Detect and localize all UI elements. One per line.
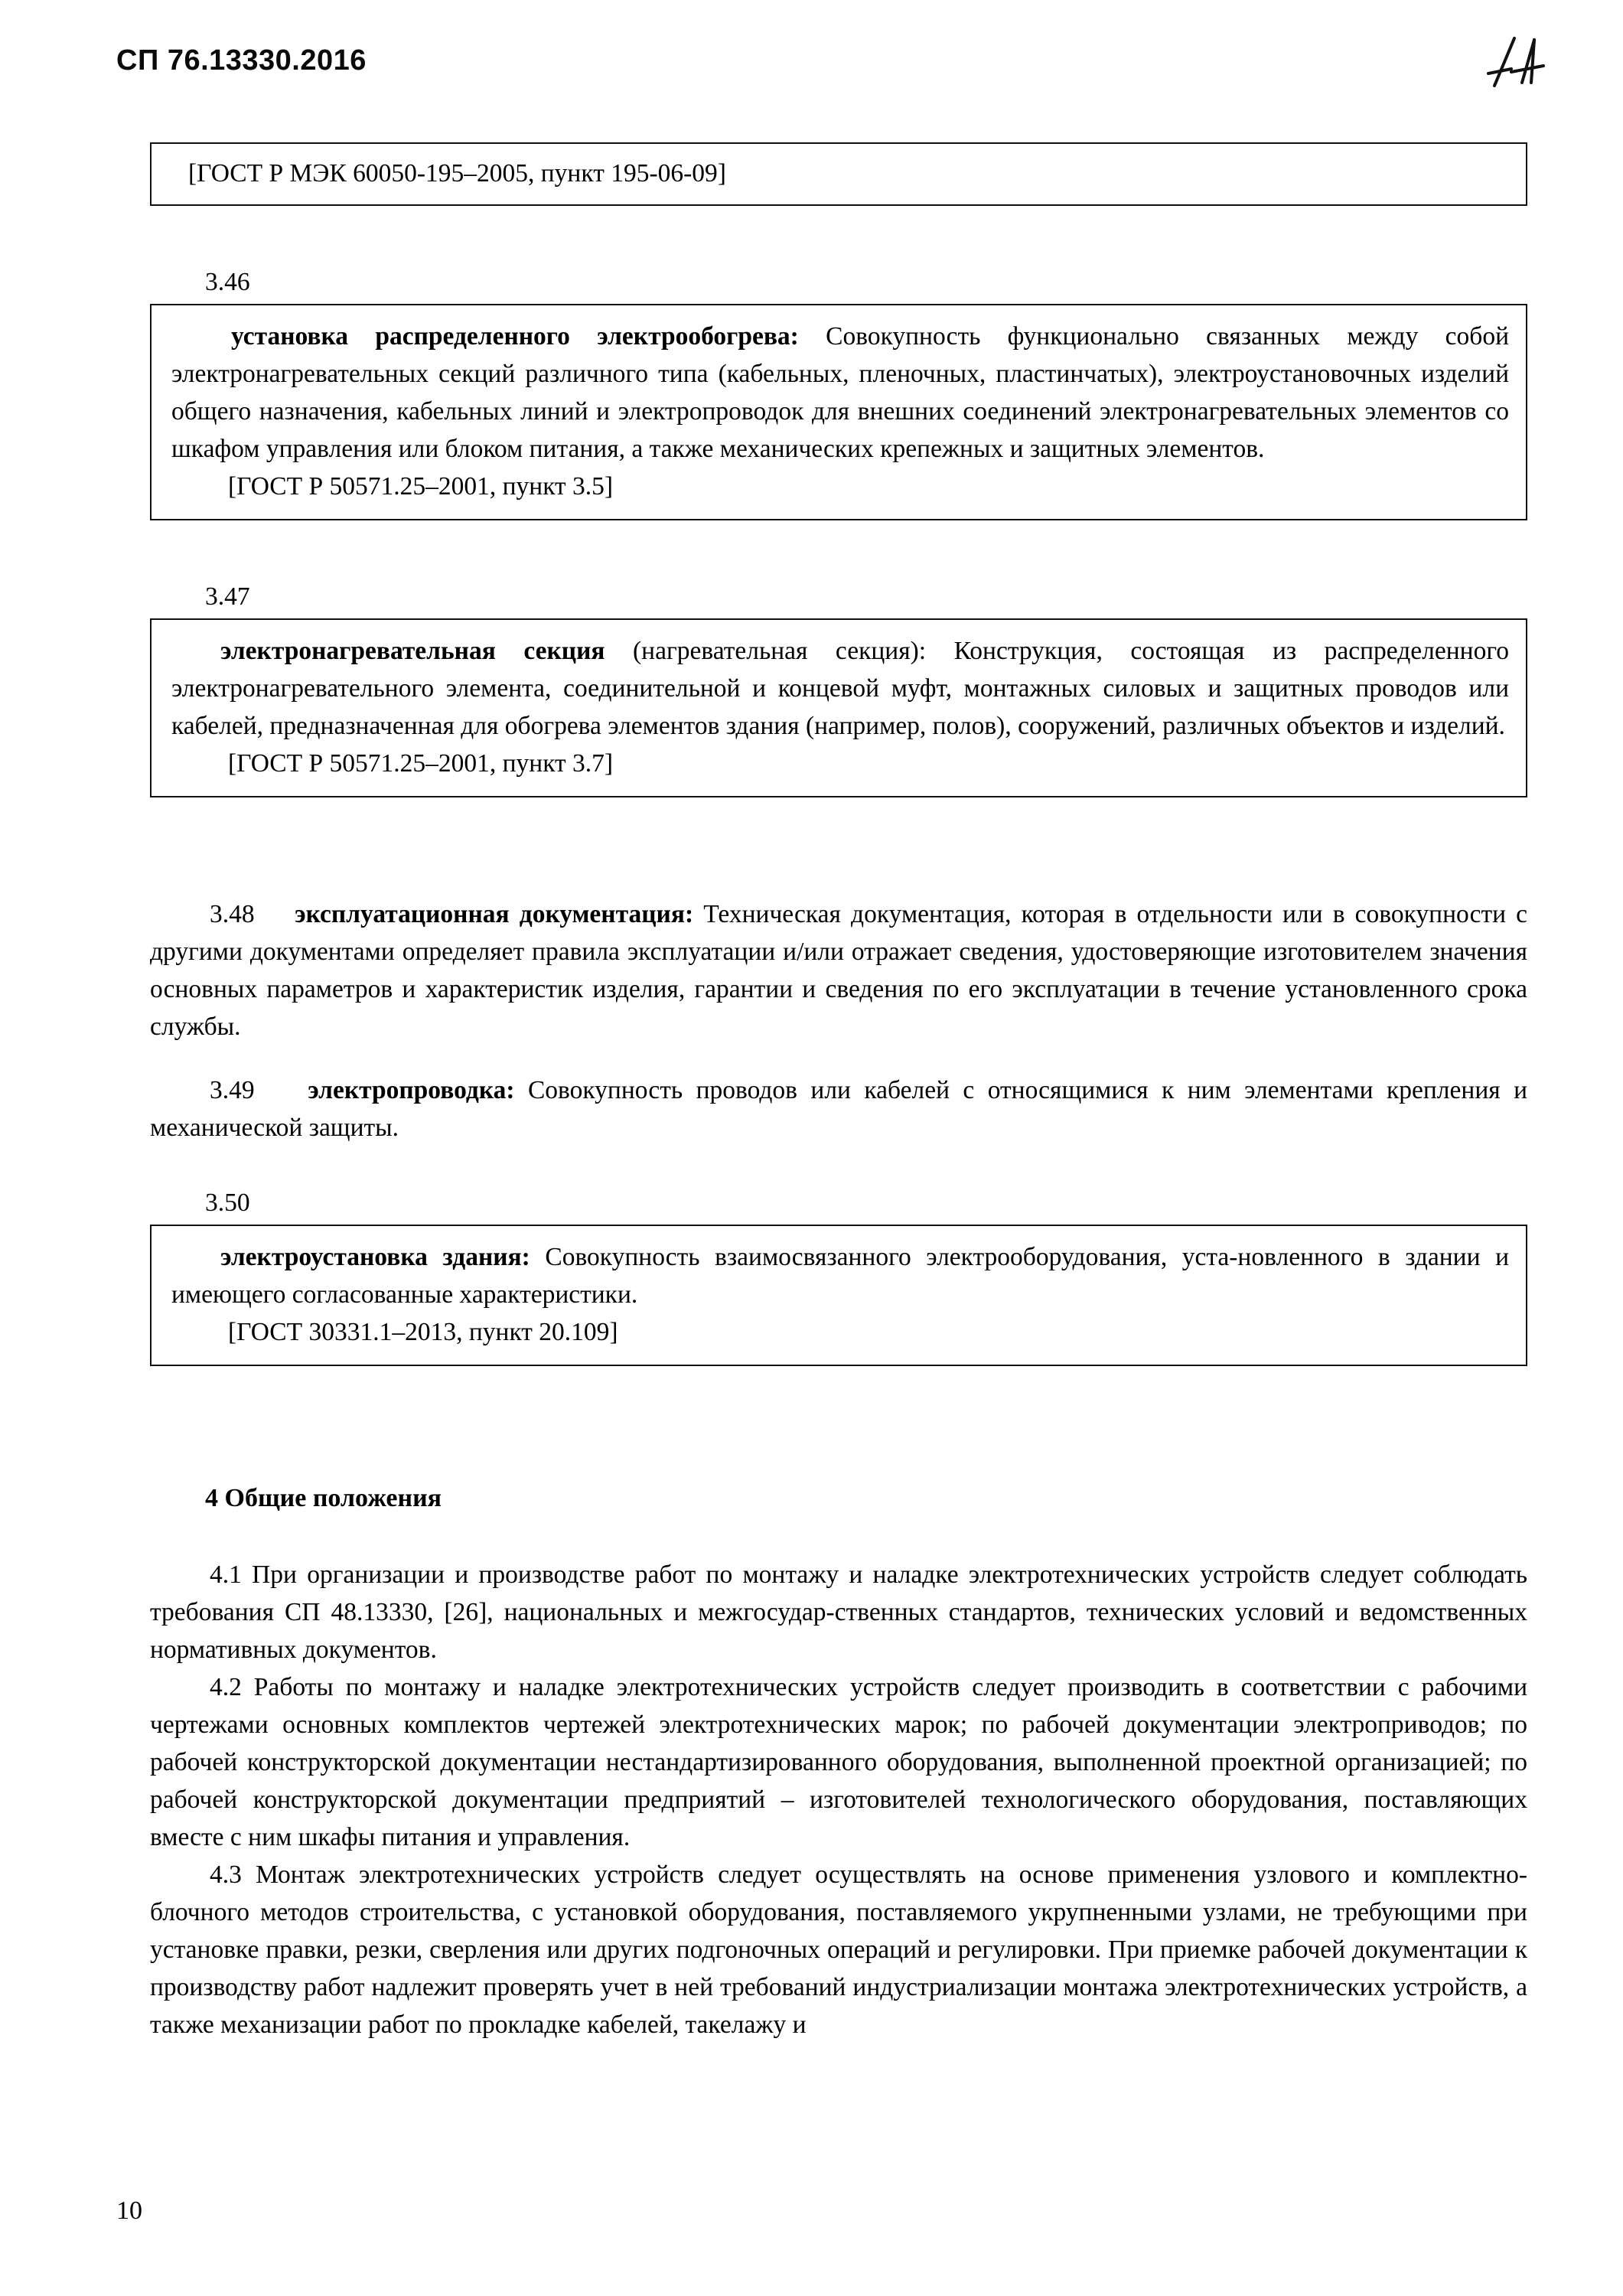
clause-number-3-48: 3.48 [210, 900, 255, 928]
definition-text-3-47 [171, 632, 1509, 745]
paragraph-4-1 [150, 1556, 1527, 1668]
document-body [150, 142, 1527, 2043]
definition-body-3-47: (нагревательная секция): Конструкция, состоящая из распределенного электронагревательного элемента, соединительной и концевой муфт, монтажных силовых и защитных проводов или кабелей, предназначенная для обогрева элементов здания (например, полов), сооружений, различных объектов и изделий. [171, 637, 1509, 740]
definition-source-3-47: [ГОСТ Р 50571.25–2001, пункт 3.7] [228, 749, 614, 778]
clause-body-3-48: Техническая документация, которая в отдельности или в совокупности с другими документами определяет правила эксплуатации и/или отражает сведения, удостоверяющие изготовителем значения основных параметров и характеристик изделия, гарантии и сведения по его эксплуатации в течение установленного срока службы. [150, 900, 1528, 1041]
clause-body-3-49: Совокупность проводов или кабелей с относящимися к ним элементами крепления и механической защиты. [150, 1076, 1527, 1142]
definition-box-3-50 [150, 1225, 1527, 1366]
paragraph-body-4-1: При организации и производстве работ по монтажу и наладке электротехнических устройств следует соблюдать требования СП 48.13330, [26], национальных и межгосудар-ственных стандартов, технических условий и ведомственных нормативных документов. [150, 1561, 1527, 1664]
definition-term-3-46: установка распределенного электрообогрева: [231, 322, 799, 351]
definition-term-3-47: электронагревательная секция [220, 637, 605, 665]
definition-text-3-46 [171, 318, 1509, 468]
paragraph-number-4-1: 4.1 [210, 1561, 242, 1589]
definition-box-3-46 [150, 304, 1527, 520]
clause-3-48 [150, 895, 1527, 1045]
clause-number-3-50: 3.50 [205, 1189, 250, 1217]
paragraph-body-4-3: Монтаж электротехнических устройств следует осуществлять на основе применения узлового и комплектно-блочного методов строительства, с установкой оборудования, поставляемого укрупненными узлами, не требующими при установке правки, резки, сверления или других подгоночных операций и регулировки. При приемке рабочей документации к производству работ надлежит проверять учет в ней требований индустриализации монтажа электротехнических устройств, а также механизации работ по прокладке кабелей, такелажу и [150, 1861, 1527, 2039]
section-heading-4: 4 Общие положения [205, 1484, 442, 1512]
paragraph-number-4-3: 4.3 [210, 1861, 242, 1889]
definition-body-3-50: Совокупность взаимосвязанного электрооборудования, уста-новленного в здании и имеющего согласованные характеристики. [171, 1243, 1509, 1309]
clause-3-49 [150, 1071, 1527, 1146]
paragraph-4-3 [150, 1856, 1527, 2043]
reference-box-top [150, 142, 1527, 206]
definition-text-3-50 [171, 1238, 1509, 1313]
page-title: СП 76.13330.2016 [116, 44, 367, 77]
page-number: 10 [116, 2197, 142, 2225]
reference-text: [ГОСТ Р МЭК 60050-195–2005, пункт 195-06-09] [188, 159, 726, 188]
definition-term-3-50: электроустановка здания: [220, 1243, 530, 1271]
definition-source-3-50: [ГОСТ 30331.1–2013, пункт 20.109] [228, 1318, 618, 1346]
paragraph-number-4-2: 4.2 [210, 1673, 242, 1701]
paragraph-4-2 [150, 1668, 1527, 1856]
clause-number-3-47: 3.47 [205, 582, 250, 611]
clause-term-3-49: электропроводка: [308, 1076, 515, 1104]
clause-term-3-48: эксплуатационная документация: [295, 900, 694, 928]
definition-source-3-46: [ГОСТ Р 50571.25–2001, пункт 3.5] [228, 472, 614, 501]
definition-body-3-46: Совокупность функционально связанных между собой электронагревательных секций различного типа (кабельных, пленочных, пластинчатых), электроустановочных изделий общего назначения, кабельных линий и электропроводок для внешних соединений электронагревательных элементов со шкафом управления или блоком питания, а также механических крепежных и защитных элементов. [171, 322, 1509, 463]
handwritten-page-mark [1478, 26, 1569, 95]
definition-box-3-47 [150, 618, 1527, 797]
clause-number-3-46: 3.46 [205, 268, 250, 296]
paragraph-body-4-2: Работы по монтажу и наладке электротехнических устройств следует производить в соответствии с рабочими чертежами основных комплектов чертежей электротехнических марок; по рабочей документации электроприводов; по рабочей конструкторской документации нестандартизированного оборудования, выполненной проектной организацией; по рабочей конструкторской документации предприятий – изготовителей технологического оборудования, поставляющих вместе с ним шкафы питания и управления. [150, 1673, 1528, 1851]
clause-number-3-49: 3.49 [210, 1076, 255, 1104]
